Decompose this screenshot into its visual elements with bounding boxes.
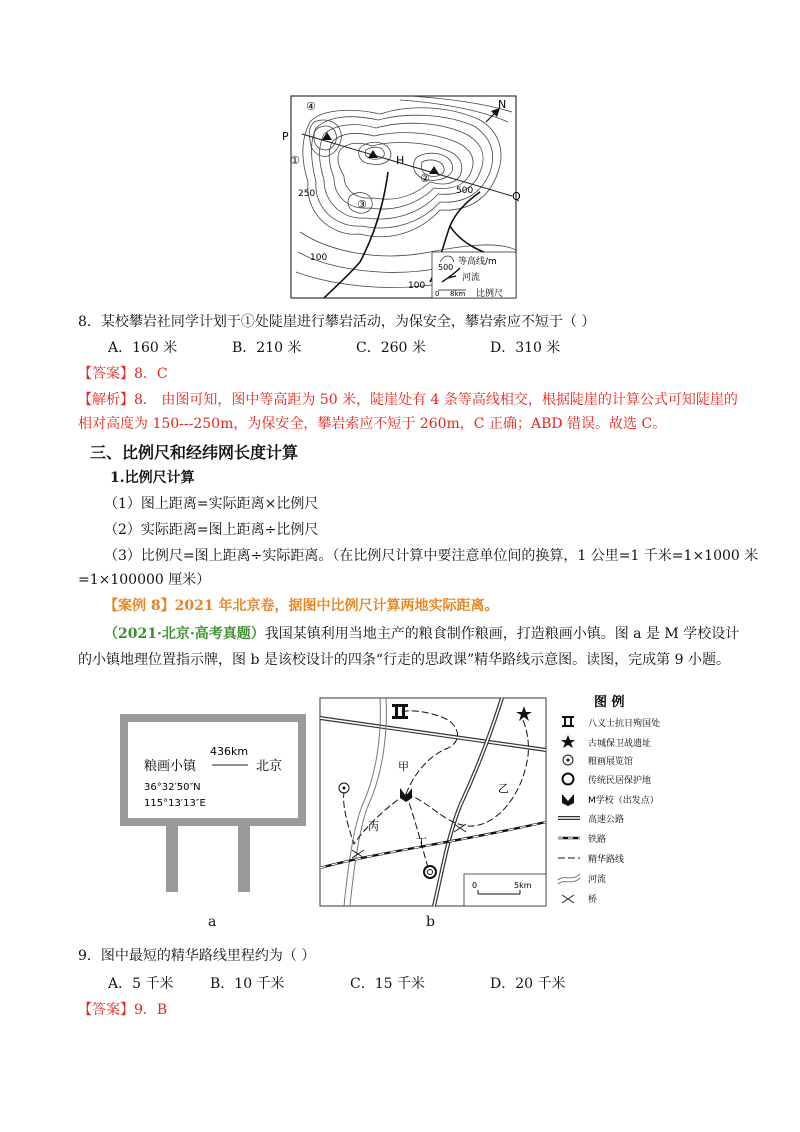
place-ding: 丁	[416, 836, 427, 849]
case-text-line-2: 的小镇地理位置指示牌，图 b 是该校设计的四条“行走的思政课”精华路线示意图。读图，完成第 9 小题。	[78, 652, 730, 668]
legend-item-bridge: 桥	[588, 895, 598, 905]
place-jia: 甲	[398, 760, 409, 773]
place-bing: 丙	[368, 820, 379, 833]
case-title: 【案例 8】2021 年北京卷，据图中比例尺计算两地实际距离。	[104, 598, 499, 614]
q8-analysis-line-1: 【解析】8． 由图可知，图中等高距为 50 米，陡崖处有 4 条等高线相交，根据陡崖的计算公式可知陡崖的	[78, 392, 738, 408]
gallery-icon-dot	[343, 787, 346, 790]
legend-item-battle-site: 古城保卫战遗址	[588, 739, 652, 749]
figure-b-route-map	[318, 696, 548, 908]
legend-item-expressway: 高速公路	[588, 815, 625, 825]
scale-distance: 5km	[514, 881, 532, 890]
legend-contour-value: 500	[438, 263, 454, 272]
legend-item-river: 河流	[588, 875, 607, 885]
residence-icon	[563, 774, 574, 785]
legend-item-railway: 铁路	[588, 835, 607, 845]
memorial-icon	[562, 716, 574, 727]
q9-answer: 【答案】9．B	[78, 1002, 168, 1018]
point-p-label: P	[282, 130, 289, 143]
site-4-label: ④	[306, 100, 316, 113]
q8-option-d: D．310 米	[490, 340, 561, 356]
sign-post-left	[166, 826, 178, 892]
legend-title: 图 例	[594, 695, 625, 710]
q8-option-c: C．260 米	[356, 340, 426, 356]
q9-option-a: A．5 千米	[108, 976, 174, 992]
figure-b-legend	[556, 692, 696, 908]
case-source: （2021·北京·高考真题）	[104, 626, 265, 642]
question-8: 8．某校攀岩社同学计划于①处陡崖进行攀岩活动，为保安全，攀岩索应不短于（ ）	[78, 314, 596, 330]
site-1-label: ①	[290, 154, 300, 167]
river-icon	[558, 874, 580, 884]
north-label: N	[498, 98, 507, 111]
scale-zero: 0	[472, 881, 478, 890]
scale-box	[464, 874, 546, 906]
legend-item-route: 精华路线	[588, 855, 625, 865]
legend-item-memorial: 八义士抗日殉国处	[588, 719, 661, 729]
q9-option-c: C．15 千米	[350, 976, 425, 992]
sign-post-right	[238, 826, 250, 892]
sign-distance: 436km	[210, 745, 249, 758]
q8-analysis-line-2: 相对高度为 150---250m，为保安全，攀岩索应不短于 260m，C 正确；ABD 错误。故选 C。	[78, 416, 667, 432]
q8-option-a: A．160 米	[108, 340, 178, 356]
sign-city: 北京	[256, 759, 283, 774]
case-text-line-1	[104, 624, 739, 644]
legend-item-residence: 传统民居保护地	[588, 776, 652, 786]
bridge-icon	[562, 895, 574, 903]
legend-contour-label: 等高线/m	[458, 257, 497, 267]
elevation-250-label: 250	[298, 189, 316, 199]
question-9: 9．图中最短的精华路线里程约为（ ）	[78, 948, 316, 964]
sign-latitude: 36°32′50″N	[144, 782, 201, 793]
legend-river-label: 河流	[462, 273, 481, 283]
topographic-map	[280, 92, 530, 302]
legend-item-school: M学校（出发点）	[588, 796, 659, 806]
legend-scale-label: 比例尺	[476, 289, 504, 299]
point-q-label: Q	[512, 190, 521, 203]
elevation-100-label-2: 100	[408, 281, 426, 291]
point-h-label: H	[396, 154, 405, 167]
legend-item-gallery: 粮画展览馆	[588, 757, 634, 767]
site-2-label: ②	[420, 172, 430, 185]
figure-a-caption: a	[208, 914, 217, 930]
sign-longitude: 115°13′13″E	[144, 798, 206, 809]
gallery-icon-dot	[567, 759, 570, 762]
formula-3-continued: =1×100000 厘米）	[78, 572, 211, 588]
star-icon	[561, 735, 575, 748]
q9-option-d: D．20 千米	[490, 976, 566, 992]
legend-scale-zero: 0	[435, 290, 440, 298]
school-icon	[562, 794, 574, 806]
formula-1: （1）图上距离=实际距离×比例尺	[104, 496, 319, 512]
case-text: 我国某镇利用当地主产的粮食制作粮画，打造粮画小镇。图 a 是 M 学校设计	[264, 626, 740, 642]
elevation-500-label: 500	[456, 186, 474, 196]
figure-a-signboard	[120, 710, 310, 900]
subsection-title: 1.比例尺计算	[110, 470, 195, 486]
place-yi: 乙	[498, 782, 509, 795]
q9-option-b: B．10 千米	[210, 976, 285, 992]
elevation-100-label: 100	[310, 253, 328, 263]
site-3-label: ③	[357, 198, 367, 211]
formula-2: （2）实际距离=图上距离÷比例尺	[104, 522, 319, 538]
formula-3: （3）比例尺=图上距离÷实际距离。（在比例尺计算中要注意单位间的换算，1 公里=1 千米=1×1000 米	[104, 548, 759, 564]
section-title: 三、比例尺和经纬网长度计算	[90, 443, 299, 462]
q8-answer: 【答案】8．C	[78, 366, 168, 382]
legend-scale-distance: 8km	[450, 290, 466, 298]
figure-b-caption: b	[426, 914, 435, 930]
sign-town: 粮画小镇	[144, 759, 197, 774]
q8-option-b: B．210 米	[232, 340, 302, 356]
